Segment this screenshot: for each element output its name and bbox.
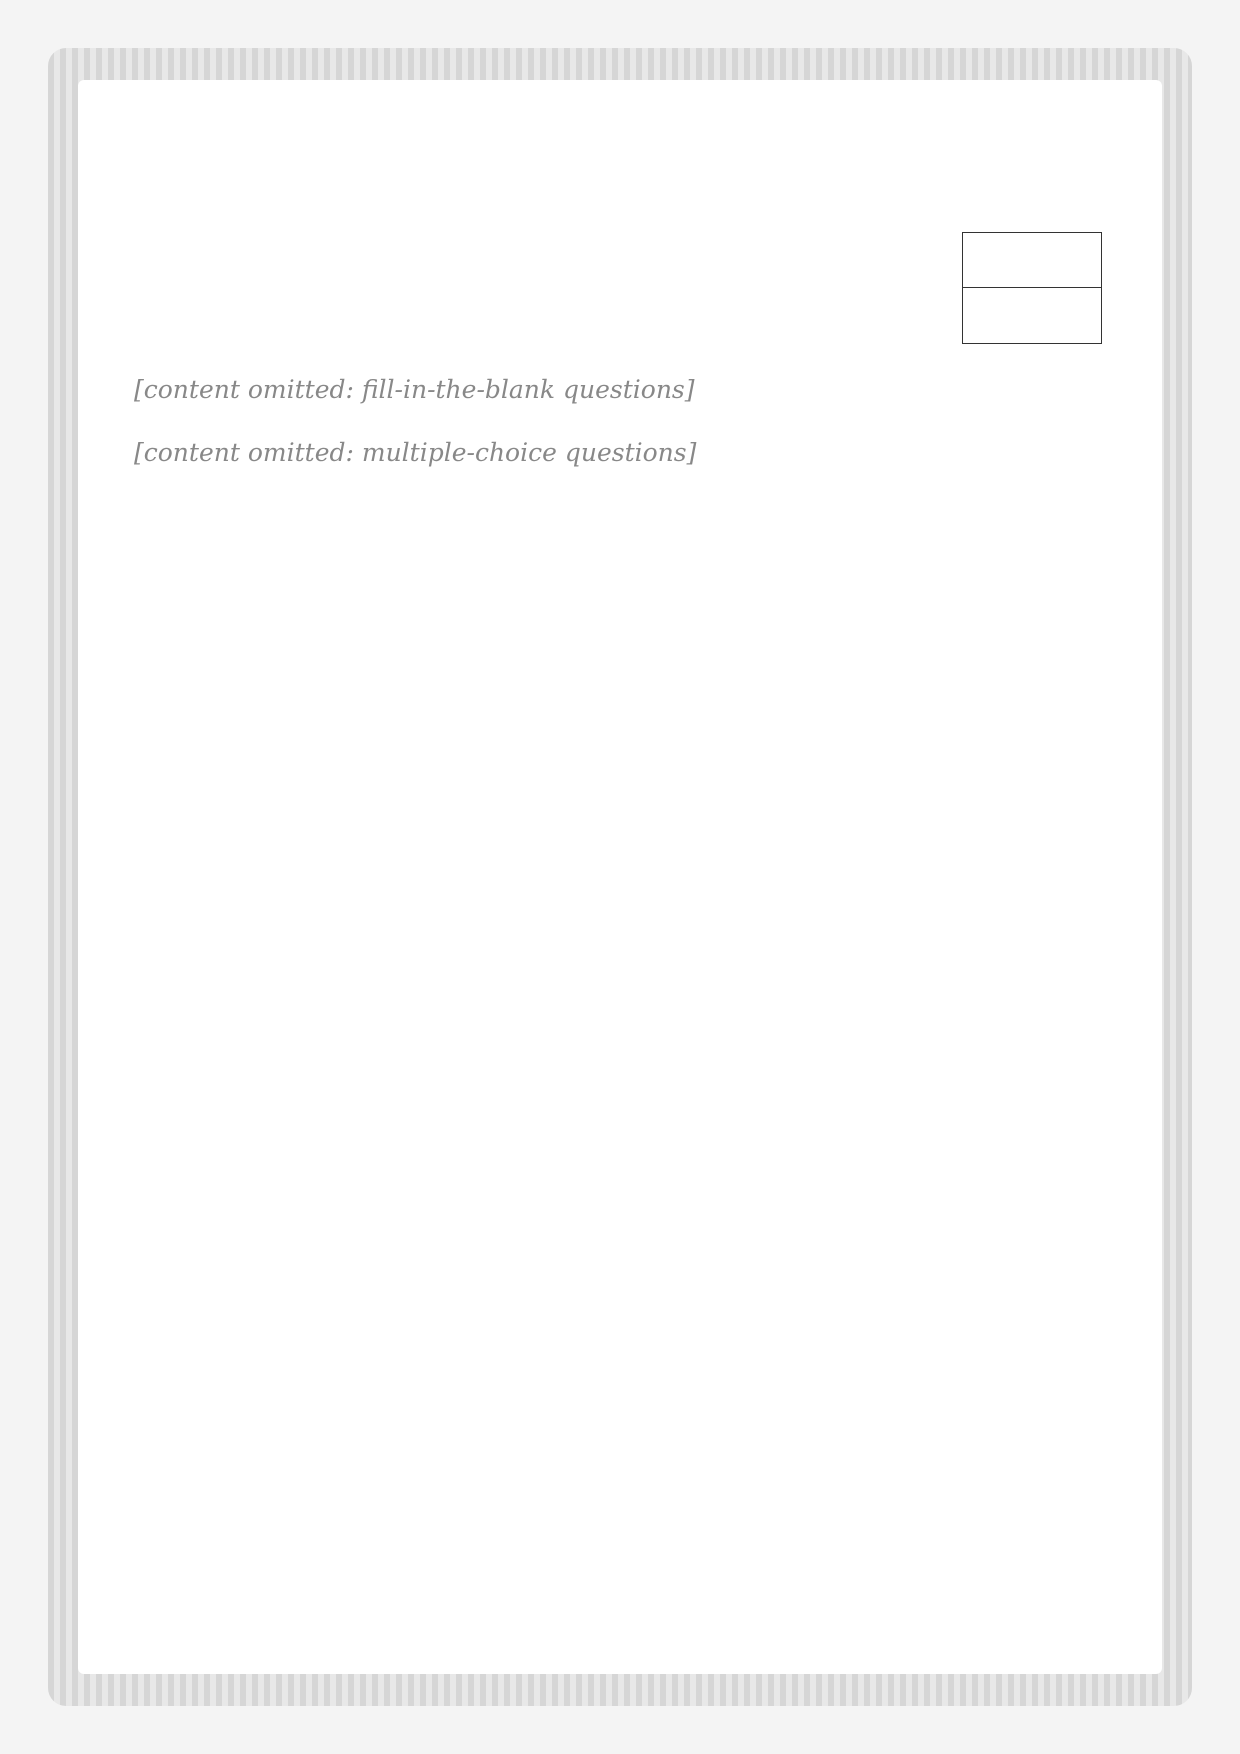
grade-box-label xyxy=(963,233,1101,288)
grade-box xyxy=(962,232,1102,344)
section-fill-in xyxy=(134,370,1114,409)
exam-content xyxy=(134,360,1114,472)
content-placeholder: [content omitted: multiple-choice questions] xyxy=(134,438,697,467)
content-placeholder: [content omitted: fill-in-the-blank questions] xyxy=(134,375,695,404)
section-multiple-choice xyxy=(134,433,1114,472)
